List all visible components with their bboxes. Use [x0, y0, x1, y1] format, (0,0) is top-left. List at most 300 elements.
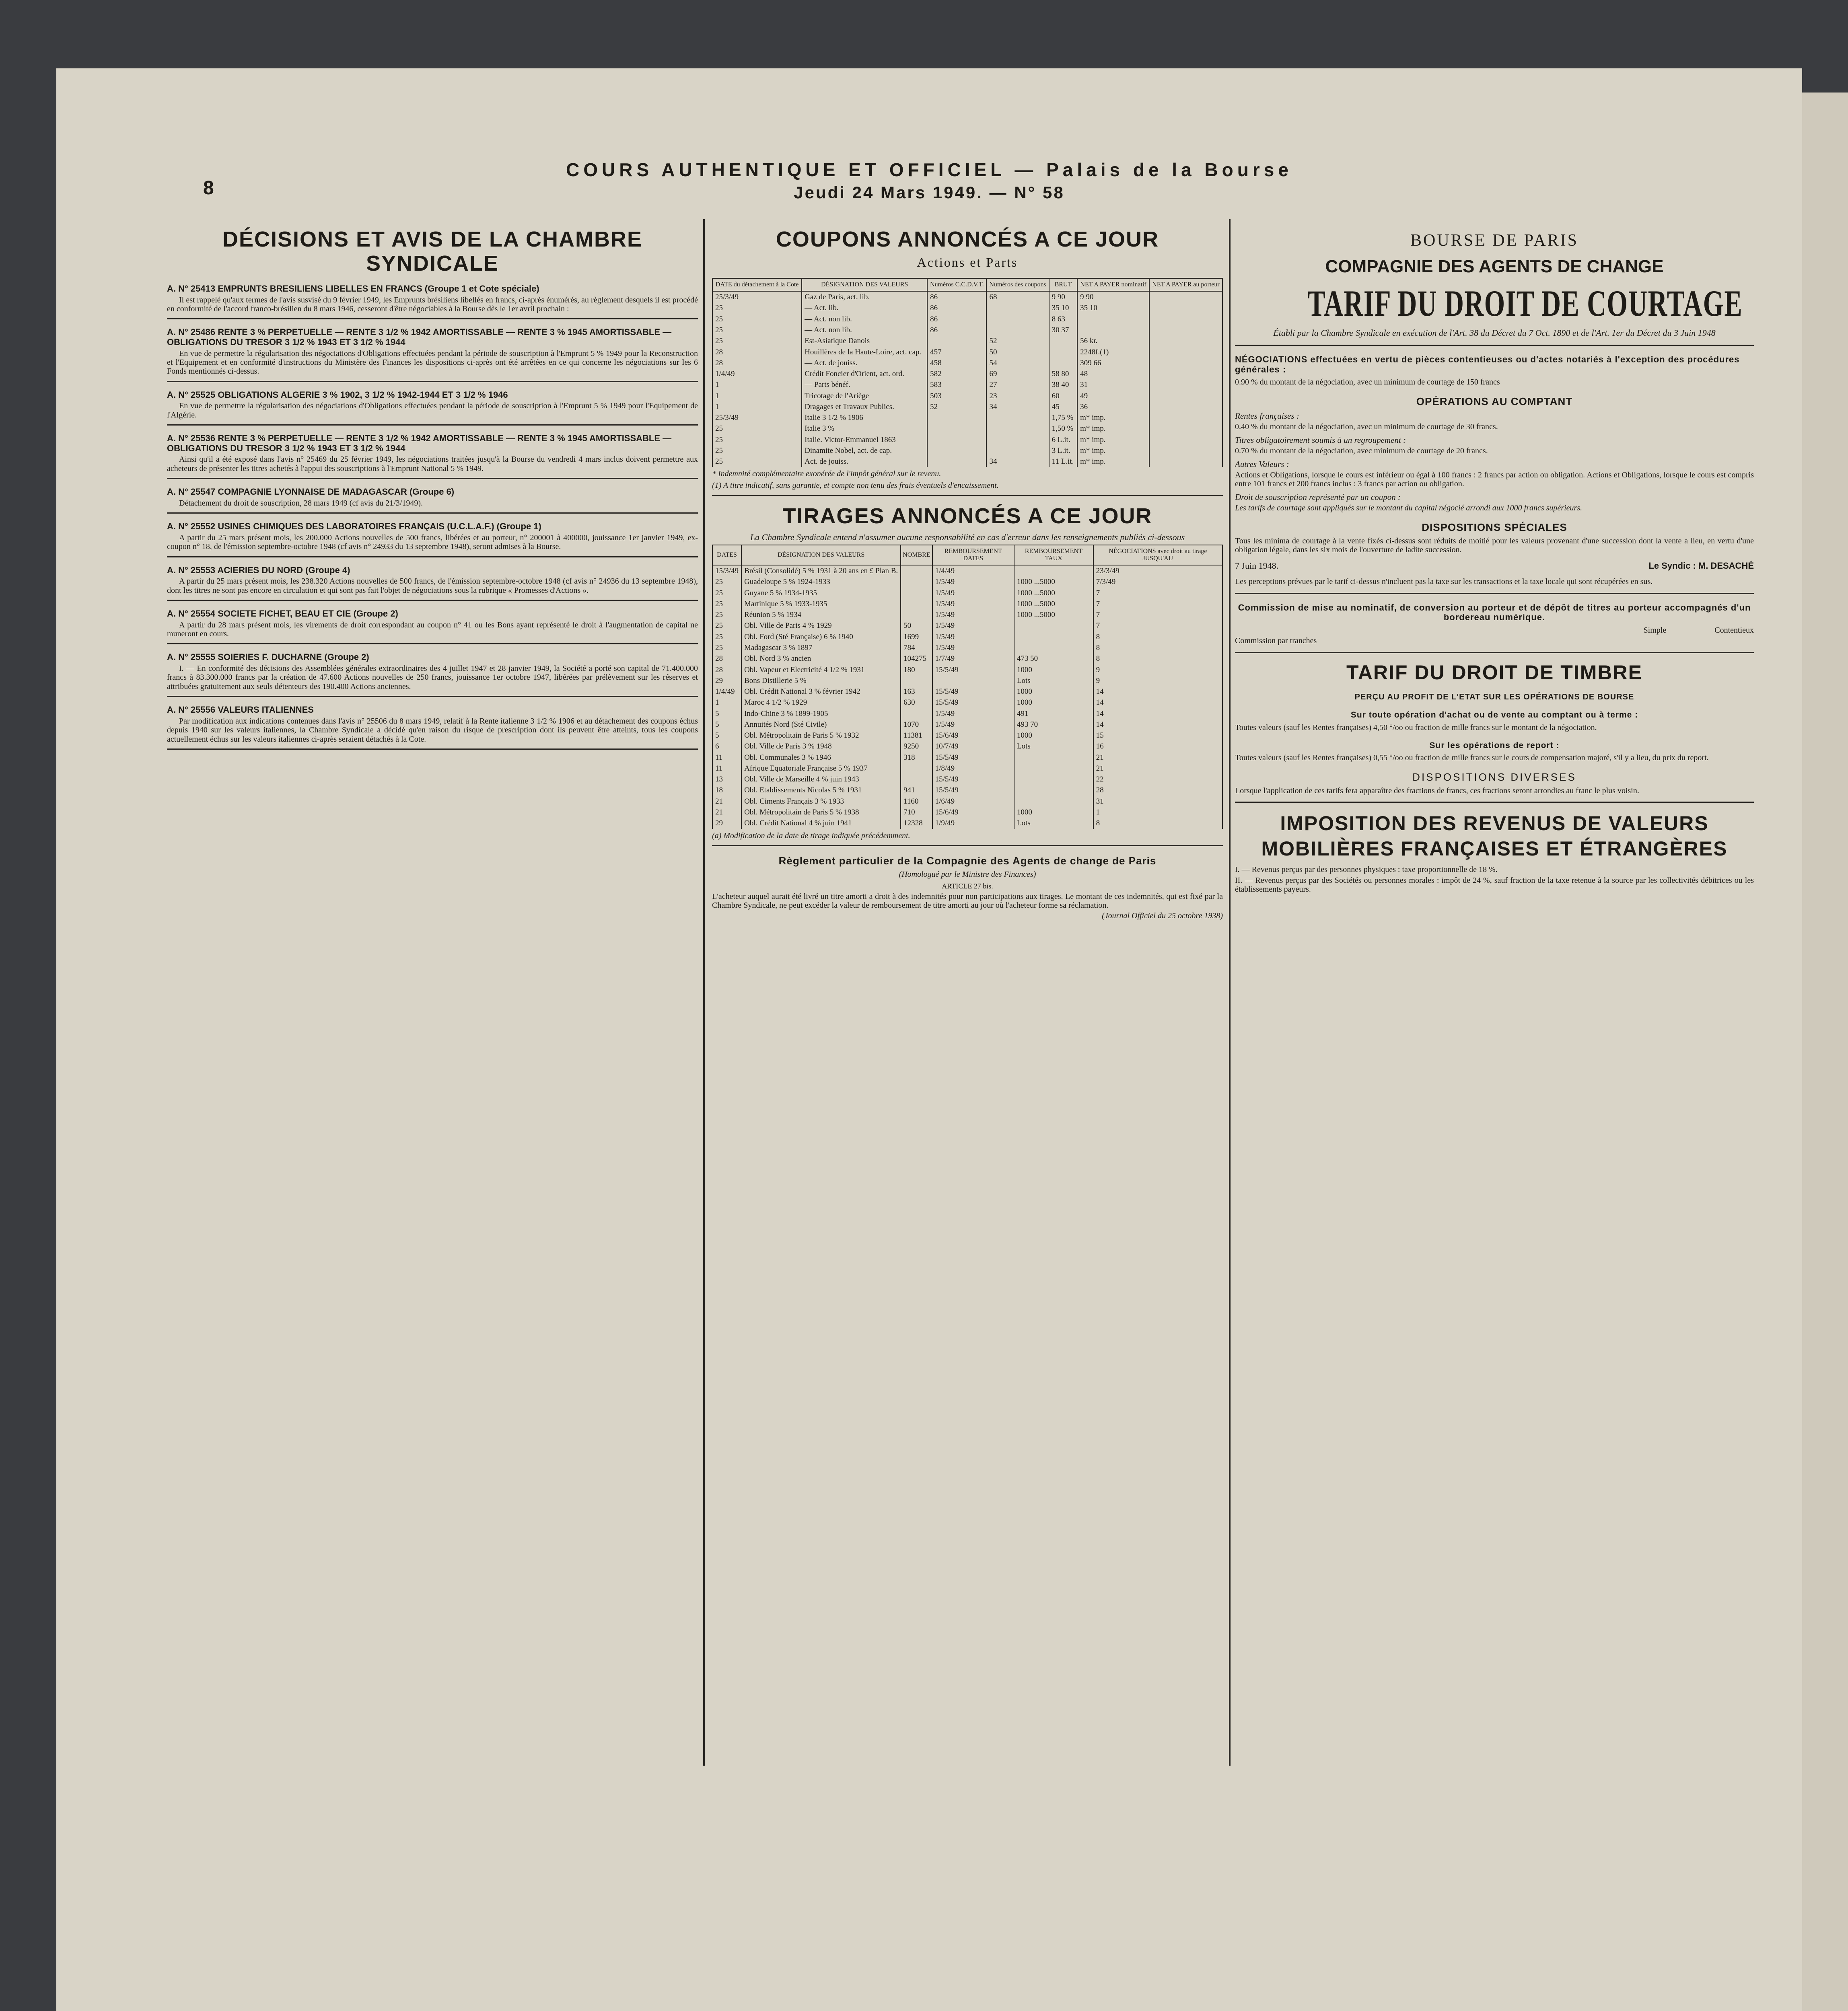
table-cell [932, 675, 1014, 686]
table-cell: Italie 3 % [802, 423, 927, 434]
table-cell [1149, 423, 1222, 434]
table-cell: 23/3/49 [1093, 565, 1222, 576]
courtage-title: TARIF DU DROIT DE COURTAGE [1307, 283, 1743, 324]
column-header: REMBOURSEMENT TAUX [1014, 545, 1093, 565]
table-cell [901, 588, 932, 598]
column-header: Numéros C.C.D.V.T. [927, 278, 986, 291]
table-cell [986, 314, 1049, 325]
table-cell: 1000 [1014, 664, 1093, 675]
notice-text: En vue de permettre la régularisation des négociations d'Obligations effectuées pendant la période de souscription à l'Emprunt 5 % 1949 pour l'Equipement de l'Algérie. [167, 401, 698, 419]
table-cell [1149, 401, 1222, 412]
table-row [712, 741, 1222, 752]
table-row [712, 325, 1222, 335]
imposition-title: IMPOSITION DES REVENUS DE VALEURS MOBILIÈRES FRANÇAISES ET ÉTRANGÈRES [1261, 812, 1728, 860]
table-cell: 28 [712, 664, 741, 675]
divider [167, 318, 698, 319]
notice-title: A. N° 25556 VALEURS ITALIENNES [167, 705, 314, 715]
table-cell [1149, 335, 1222, 346]
table-cell: Gaz de Paris, act. lib. [802, 291, 927, 302]
titres-text: 0.70 % du montant de la négociation, avec minimum de courtage de 20 francs. [1235, 446, 1488, 456]
table-cell: 25 [712, 642, 741, 653]
table-cell: 1 [712, 379, 802, 390]
table-cell [986, 445, 1049, 456]
page-number: 8 [203, 177, 214, 199]
table-cell: 35 10 [1049, 302, 1077, 313]
timbre-subtitle: PERÇU AU PROFIT DE L'ETAT SUR LES OPÉRATIONS DE BOURSE [1354, 692, 1634, 701]
table-cell: 25 [712, 314, 802, 325]
table-cell: 86 [927, 314, 986, 325]
table-cell: 15/6/49 [932, 807, 1014, 818]
table-cell: 8 [1093, 642, 1222, 653]
table-cell: Indo-Chine 3 % 1899-1905 [741, 708, 901, 719]
table-cell: 2248f.(1) [1077, 347, 1149, 358]
table-cell: 15/5/49 [932, 785, 1014, 796]
table-cell: 25 [712, 576, 741, 587]
table-cell: 1000 [1014, 686, 1093, 697]
table-row [712, 391, 1222, 401]
table-cell: 7 [1093, 588, 1222, 598]
table-cell: 31 [1077, 379, 1149, 390]
table-cell [1014, 752, 1093, 763]
notice-title: A. N° 25554 SOCIETE FICHET, BEAU ET CIE (Groupe 2) [167, 609, 398, 619]
table-cell [901, 675, 932, 686]
table-row [712, 314, 1222, 325]
table-cell: 49 [1077, 391, 1149, 401]
divider [167, 424, 698, 426]
table-cell: 8 [1093, 631, 1222, 642]
table-row [712, 686, 1222, 697]
commission-col-contentieux: Contentieux [1714, 625, 1754, 635]
table-cell: 493 70 [1014, 719, 1093, 730]
notice-title: A. N° 25547 COMPAGNIE LYONNAISE DE MADAGASCAR (Groupe 6) [167, 487, 455, 497]
autres-text: Actions et Obligations, lorsque le cours est inférieur ou égal à 100 francs : 2 francs par action ou obligation. Actions et Obligations, lorsque le cours est compris entre 101 francs et 200 francs inclus : 3 francs par action ou obligation. [1235, 471, 1754, 489]
table-cell: 38 40 [1049, 379, 1077, 390]
timbre-b-title: Sur les opérations de report : [1429, 740, 1560, 750]
notice-text: En vue de permettre la régularisation des négociations d'Obligations effectuées pendant la période de souscription à l'Emprunt 5 % 1949 pour la Reconstruction et l'Equipement et en conformité d'instructions du Ministère des Finances les dispositions ci-après ont été arrêtées en ce qui concerne les négociations sur les 6 Fonds mentionnés ci-dessus. [167, 349, 698, 376]
divider [1235, 652, 1754, 653]
table-row [712, 675, 1222, 686]
table-cell: Dinamite Nobel, act. de cap. [802, 445, 927, 456]
table-cell [1014, 620, 1093, 631]
table-cell: 1/9/49 [932, 818, 1014, 829]
table-cell [1149, 434, 1222, 445]
table-cell: 458 [927, 358, 986, 368]
table-cell: 1/4/49 [712, 368, 802, 379]
table-cell: Obl. Etablissements Nicolas 5 % 1931 [741, 785, 901, 796]
table-cell: 9250 [901, 741, 932, 752]
table-cell: 583 [927, 379, 986, 390]
article-label: ARTICLE 27 bis. [942, 882, 993, 890]
courtage-subtitle: Établi par la Chambre Syndicale en exécution de l'Art. 38 du Décret du 7 Oct. 1890 et de l'Art. 1er du Décret du 3 Juin 1948 [1273, 328, 1716, 338]
table-cell: Obl. Métropolitain de Paris 5 % 1938 [741, 807, 901, 818]
divider [167, 696, 698, 697]
table-cell: 1/4/49 [932, 565, 1014, 576]
table-cell: 1/8/49 [932, 763, 1014, 774]
negociations-text: 0.90 % du montant de la négociation, avec un minimum de courtage de 150 francs [1235, 378, 1500, 387]
table-cell: 54 [986, 358, 1049, 368]
table-cell: 1 [1093, 807, 1222, 818]
table-cell: 86 [927, 291, 986, 302]
table-cell: m* imp. [1077, 434, 1149, 445]
column-header: NOMBRE [901, 545, 932, 565]
table-cell: 25 [712, 325, 802, 335]
table-cell: Obl. Ford (Sté Française) 6 % 1940 [741, 631, 901, 642]
table-cell: 7 [1093, 609, 1222, 620]
table-cell: Houillères de la Haute-Loire, act. cap. [802, 347, 927, 358]
notice [167, 705, 698, 744]
table-cell: 25 [712, 620, 741, 631]
table-row [712, 379, 1222, 390]
droit-label: Droit de souscription représenté par un coupon : [1235, 492, 1401, 502]
negociations-title: NÉGOCIATIONS effectuées en vertu de pièces contentieuses ou d'actes notariés à l'exception des procédures générales : [1235, 354, 1740, 374]
table-cell: 7 [1093, 598, 1222, 609]
table-row [712, 730, 1222, 741]
table-cell: 15/3/49 [712, 565, 741, 576]
table-cell: 473 50 [1014, 653, 1093, 664]
notice [167, 327, 698, 376]
column-tarifs [1235, 219, 1754, 1766]
table-cell: 29 [712, 675, 741, 686]
table-cell [1014, 774, 1093, 785]
table-cell: 15 [1093, 730, 1222, 741]
table-cell [1149, 347, 1222, 358]
adjacent-page-edge [1802, 93, 1848, 2011]
rentes-text: 0.40 % du montant de la négociation, avec un minimum de courtage de 30 francs. [1235, 422, 1498, 432]
table-row [712, 347, 1222, 358]
divider [167, 512, 698, 514]
table-cell: 36 [1077, 401, 1149, 412]
table-cell: 25 [712, 609, 741, 620]
table-cell: 1/5/49 [932, 708, 1014, 719]
table-cell: 16 [1093, 741, 1222, 752]
table-row [712, 412, 1222, 423]
table-cell [1077, 314, 1149, 325]
table-cell: 457 [927, 347, 986, 358]
table-cell [927, 335, 986, 346]
table-cell: 318 [901, 752, 932, 763]
table-cell: 309 66 [1077, 358, 1149, 368]
table-cell: 86 [927, 325, 986, 335]
table-cell: Obl. Ville de Paris 4 % 1929 [741, 620, 901, 631]
table-cell [901, 609, 932, 620]
page-header [145, 159, 1714, 202]
tirages-caption: La Chambre Syndicale entend n'assumer aucune responsabilité en cas d'erreur dans les renseignements publiés ci-dessous [750, 532, 1185, 542]
coupons-heading: COUPONS ANNONCÉS A CE JOUR [776, 227, 1159, 251]
table-cell: 25 [712, 456, 802, 467]
column-header: NÉGOCIATIONS avec droit au tirage JUSQU'AU [1093, 545, 1222, 565]
divider [167, 643, 698, 644]
table-cell [1149, 302, 1222, 313]
notice-title: A. N° 25413 EMPRUNTS BRESILIENS LIBELLES EN FRANCS (Groupe 1 et Cote spéciale) [167, 283, 539, 294]
coupons-subheading: Actions et Parts [917, 255, 1018, 270]
signature-name: Le Syndic : M. DESACHÉ [1648, 560, 1754, 571]
table-cell: 11 L.it. [1049, 456, 1077, 467]
table-row [712, 774, 1222, 785]
table-cell [901, 565, 932, 576]
table-cell: 941 [901, 785, 932, 796]
table-cell [901, 576, 932, 587]
table-cell: Madagascar 3 % 1897 [741, 642, 901, 653]
table-cell [1014, 796, 1093, 807]
table-cell: 5 [712, 730, 741, 741]
notice-text: Par modification aux indications contenues dans l'avis n° 25506 du 8 mars 1949, relatif à la Rente italienne 3 1/2 % 1906 et au détachement des coupons échus depuis 1940 sur les valeurs italiennes, la Chambre Syndicale a décidé qu'en raison du risque de prescription dont ils peuvent être atteints, tous les coupons actuellement échus sur les valeurs italiennes ci-après seraient détachés à la Cote. [167, 716, 698, 744]
table-row [712, 708, 1222, 719]
table-cell [1149, 379, 1222, 390]
table-row [712, 807, 1222, 818]
divider [167, 381, 698, 382]
table-row [712, 588, 1222, 598]
column-header: DATES [712, 545, 741, 565]
table-cell: Brésil (Consolidé) 5 % 1931 à 20 ans en £ Plan B. [741, 565, 901, 576]
table-cell: 9 90 [1077, 291, 1149, 302]
table-cell: 1/6/49 [932, 796, 1014, 807]
table-cell: 1/4/49 [712, 686, 741, 697]
table-cell: 45 [1049, 401, 1077, 412]
table-cell: 1,50 % [1049, 423, 1077, 434]
table-cell: 52 [986, 335, 1049, 346]
table-cell: 1 [712, 401, 802, 412]
titres-label: Titres obligatoirement soumis à un regroupement : [1235, 435, 1406, 445]
table-cell: Dragages et Travaux Publics. [802, 401, 927, 412]
table-cell [1149, 291, 1222, 302]
article-source: (Journal Officiel du 25 octobre 1938) [1102, 911, 1223, 921]
table-cell: Obl. Métropolitain de Paris 5 % 1932 [741, 730, 901, 741]
table-cell: 1000 ...5000 [1014, 576, 1093, 587]
table-cell: 1/5/49 [932, 588, 1014, 598]
table-cell: 180 [901, 664, 932, 675]
table-cell [1049, 358, 1077, 368]
table-cell: 18 [712, 785, 741, 796]
table-cell: 15/5/49 [932, 664, 1014, 675]
table-cell: 23 [986, 391, 1049, 401]
table-cell: 15/5/49 [932, 697, 1014, 708]
notice-text: Ainsi qu'il a été exposé dans l'avis n° 25469 du 25 février 1949, les négociations traitées jusqu'à la Bourse du vendredi 4 mars inclus doivent permettre aux acheteurs de présenter les titres achetés à l'appui des souscriptions à l'Emprunt National 5 % 1949. [167, 455, 698, 473]
table-cell: 14 [1093, 697, 1222, 708]
table-cell: 8 [1093, 653, 1222, 664]
table-cell [1077, 325, 1149, 335]
table-row [712, 763, 1222, 774]
table-cell [1149, 314, 1222, 325]
table-cell: 1 [712, 697, 741, 708]
table-cell: 10/7/49 [932, 741, 1014, 752]
table-cell: 1000 ...5000 [1014, 598, 1093, 609]
table-cell: 25 [712, 588, 741, 598]
column-rule [1229, 219, 1231, 1766]
table-cell: Italie. Victor-Emmanuel 1863 [802, 434, 927, 445]
table-cell: 69 [986, 368, 1049, 379]
table-row [712, 598, 1222, 609]
commission-columns [1235, 626, 1754, 635]
table-cell: 1000 [1014, 807, 1093, 818]
bourse-label: BOURSE DE PARIS [1410, 231, 1578, 250]
notice-text: Détachement du droit de souscription, 28 mars 1949 (cf avis du 21/3/1949). [179, 498, 423, 508]
table-cell: Guyane 5 % 1934-1935 [741, 588, 901, 598]
notice-title: A. N° 25552 USINES CHIMIQUES DES LABORATOIRES FRANÇAIS (U.C.L.A.F.) (Groupe 1) [167, 521, 541, 532]
table-cell: 7 [1093, 620, 1222, 631]
table-cell: 6 L.it. [1049, 434, 1077, 445]
table-row [712, 609, 1222, 620]
table-cell: 630 [901, 697, 932, 708]
table-cell: 50 [986, 347, 1049, 358]
table-cell: 28 [1093, 785, 1222, 796]
table-cell: 1000 [1014, 730, 1093, 741]
timbre-a-title: Sur toute opération d'achat ou de vente au comptant ou à terme : [1350, 710, 1638, 720]
table-row [712, 368, 1222, 379]
article-text: L'acheteur auquel aurait été livré un titre amorti a droit à des indemnités pour non participations aux tirages. Le montant de ces indemnités, qui est fixé par la Chambre Syndicale, ne peut excéder la valeur de remboursement de titre amorti au jour où l'acheteur forme sa réclamation. [712, 892, 1223, 910]
table-cell: 29 [712, 818, 741, 829]
divider [712, 495, 1223, 496]
column-rule [703, 219, 705, 1766]
table-cell: 1/5/49 [932, 576, 1014, 587]
table-cell: — Parts bénéf. [802, 379, 927, 390]
table-cell: 48 [1077, 368, 1149, 379]
table-cell: 25 [712, 335, 802, 346]
table-cell: Obl. Ville de Paris 3 % 1948 [741, 741, 901, 752]
table-cell: 11381 [901, 730, 932, 741]
table-cell [986, 302, 1049, 313]
signature-line [1235, 561, 1754, 571]
notice-title: A. N° 25553 ACIERIES DU NORD (Groupe 4) [167, 565, 350, 575]
table-cell [1149, 445, 1222, 456]
table-cell: 104275 [901, 653, 932, 664]
table-cell [927, 445, 986, 456]
autres-label: Autres Valeurs : [1235, 459, 1289, 469]
table-row [712, 697, 1222, 708]
table-cell: 1160 [901, 796, 932, 807]
table-cell: 28 [712, 347, 802, 358]
table-cell: 1000 [1014, 697, 1093, 708]
table-row [712, 335, 1222, 346]
decisions-heading: DÉCISIONS ET AVIS DE LA CHAMBRE SYNDICALE [222, 227, 643, 276]
table-cell: m* imp. [1077, 456, 1149, 467]
divider [1235, 802, 1754, 803]
notices-list [167, 284, 698, 750]
column-header: DÉSIGNATION DES VALEURS [741, 545, 901, 565]
table-cell [927, 434, 986, 445]
table-cell: — Act. de jouiss. [802, 358, 927, 368]
table-cell: 5 [712, 719, 741, 730]
table-cell [1014, 631, 1093, 642]
table-cell: 1/5/49 [932, 631, 1014, 642]
table-cell: 582 [927, 368, 986, 379]
table-cell: 1070 [901, 719, 932, 730]
commission-title: Commission de mise au nominatif, de conversion au porteur et de dépôt de titres au porteur accompagnés d'un bordereau numérique. [1238, 602, 1751, 623]
table-cell: 25 [712, 598, 741, 609]
table-cell: 15/5/49 [932, 686, 1014, 697]
table-cell: 34 [986, 456, 1049, 467]
table-row [712, 642, 1222, 653]
table-cell: 1/5/49 [932, 620, 1014, 631]
coupons-table [712, 278, 1223, 467]
table-cell [1014, 642, 1093, 653]
table-cell: 9 90 [1049, 291, 1077, 302]
table-cell [1014, 763, 1093, 774]
table-row [712, 434, 1222, 445]
table-cell: Obl. Vapeur et Electricité 4 1/2 % 1931 [741, 664, 901, 675]
divider [712, 845, 1223, 846]
table-cell: 7/3/49 [1093, 576, 1222, 587]
table-cell: — Act. non lib. [802, 325, 927, 335]
tirages-table [712, 545, 1223, 829]
table-row [712, 291, 1222, 302]
table-cell: 35 10 [1077, 302, 1149, 313]
table-row [712, 620, 1222, 631]
table-row [712, 445, 1222, 456]
table-cell: 12328 [901, 818, 932, 829]
dispositions-title: DISPOSITIONS SPÉCIALES [1422, 521, 1567, 533]
table-cell [1149, 412, 1222, 423]
notice [167, 609, 698, 638]
table-cell: Martinique 5 % 1933-1935 [741, 598, 901, 609]
table-cell: 21 [712, 796, 741, 807]
table-cell: 11 [712, 752, 741, 763]
notice [167, 284, 698, 313]
table-cell: 30 37 [1049, 325, 1077, 335]
table-cell: 27 [986, 379, 1049, 390]
column-header: DATE du détachement à la Cote [712, 278, 802, 291]
table-cell [927, 456, 986, 467]
table-cell: 1/5/49 [932, 642, 1014, 653]
notice-text: Il est rappelé qu'aux termes de l'avis susvisé du 9 février 1949, les Emprunts brésiliens libellés en francs, ci-après énumérés, au règlement desquels il est procédé en conformité de l'accord franco-brésilien du 8 mars 1946, cesseront d'être négociables à la Bourse dès le 1er avril prochain : [167, 295, 698, 313]
table-cell: 15/6/49 [932, 730, 1014, 741]
table-cell: 21 [1093, 763, 1222, 774]
droit-note: Les tarifs de courtage sont appliqués sur le montant du capital négocié arrondi aux 1000 francs supérieurs. [1235, 504, 1583, 513]
table-cell [901, 708, 932, 719]
table-cell: 9 [1093, 675, 1222, 686]
notice [167, 652, 698, 691]
divider [167, 748, 698, 750]
table-cell: Lots [1014, 741, 1093, 752]
table-cell: 22 [1093, 774, 1222, 785]
table-cell: 1/7/49 [932, 653, 1014, 664]
table-cell: Obl. Nord 3 % ancien [741, 653, 901, 664]
table-cell: 8 [1093, 818, 1222, 829]
table-cell: 491 [1014, 708, 1093, 719]
coupons-footnote-1: * Indemnité complémentaire exonérée de l'impôt général sur le revenu. [712, 469, 941, 479]
table-row [712, 576, 1222, 587]
table-cell [1049, 335, 1077, 346]
table-row [712, 785, 1222, 796]
table-row [712, 653, 1222, 664]
column-header: NET A PAYER nominatif [1077, 278, 1149, 291]
table-row [712, 302, 1222, 313]
table-cell [927, 412, 986, 423]
table-cell: 56 kr. [1077, 335, 1149, 346]
table-cell: Afrique Equatoriale Française 5 % 1937 [741, 763, 901, 774]
table-cell: 28 [712, 358, 802, 368]
table-cell: 14 [1093, 708, 1222, 719]
table-cell: 86 [927, 302, 986, 313]
coupons-footnote-2: (1) A titre indicatif, sans garantie, et compte non tenu des frais éventuels d'encaissement. [712, 481, 999, 490]
table-cell: 21 [1093, 752, 1222, 763]
table-cell: Lots [1014, 675, 1093, 686]
table-cell: 14 [1093, 686, 1222, 697]
table-cell: Obl. Crédit National 4 % juin 1941 [741, 818, 901, 829]
diverses-text: Lorsque l'application de ces tarifs fera apparaître des fractions de francs, ces fractions seront arrondies au franc le plus voisin. [1235, 786, 1639, 795]
comptant-title: OPÉRATIONS AU COMPTANT [1416, 395, 1573, 407]
imposition-text-1: I. — Revenus perçus par des personnes physiques : taxe proportionnelle de 18 %. [1235, 865, 1498, 874]
table-row [712, 719, 1222, 730]
table-cell [901, 598, 932, 609]
commission-label: Commission par tranches [1235, 636, 1317, 646]
rentes-label: Rentes françaises : [1235, 411, 1299, 421]
table-cell: 1 [712, 391, 802, 401]
column-header: REMBOURSEMENT DATES [932, 545, 1014, 565]
divider [167, 600, 698, 601]
table-cell: 60 [1049, 391, 1077, 401]
table-row [712, 818, 1222, 829]
column-header: BRUT [1049, 278, 1077, 291]
